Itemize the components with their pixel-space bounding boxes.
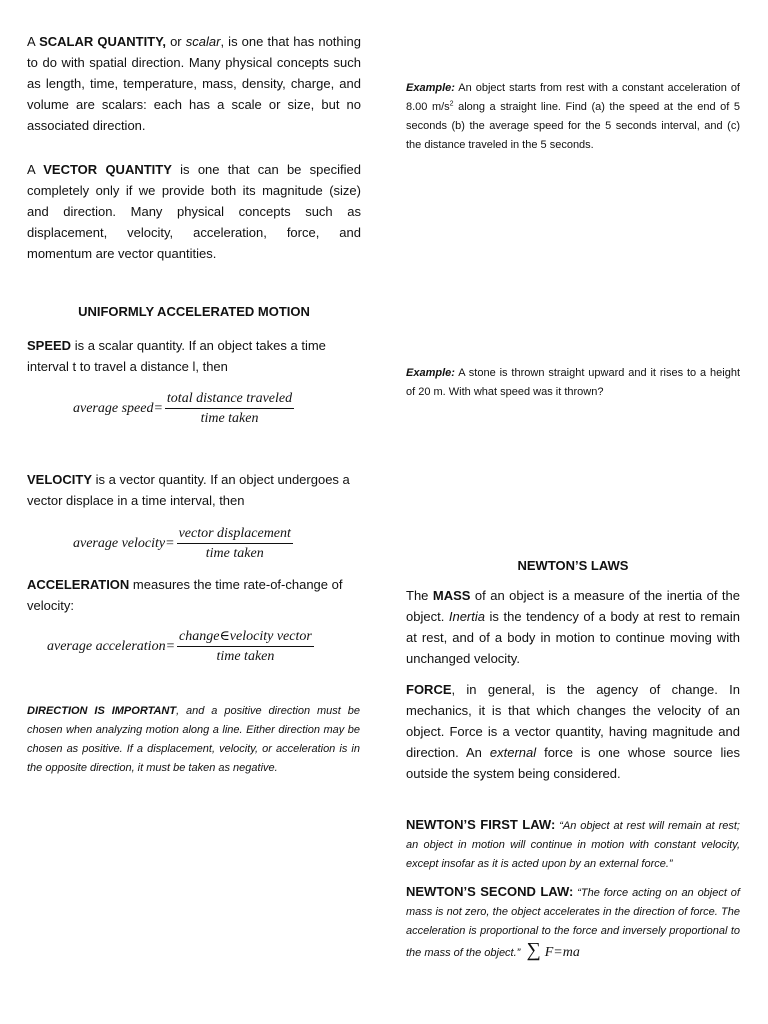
- force-alt: external: [489, 745, 537, 760]
- vector-rest: is one that can be specified completely only if we provide both its magnitude (size) and direction. Many physical concepts such as displacement, velocity, acceleration, force, and momentum are vector quantities.: [27, 162, 361, 261]
- uam-heading: UNIFORMLY ACCELERATED MOTION: [78, 304, 310, 319]
- example-1: [406, 79, 740, 155]
- acceleration-rest: measures the time rate-of-change of velocity:: [27, 577, 343, 613]
- acceleration-formula-numerator: change∈velocity vector: [177, 628, 314, 647]
- mass-alt: Inertia: [448, 609, 485, 624]
- example-1-text-b: along a straight line. Find (a) the speed at the end of 5 seconds (b) the average speed for the 5 seconds interval, and (c) the distance traveled in the 5 seconds.: [406, 101, 741, 151]
- second-law-term: NEWTON’S SECOND LAW:: [406, 884, 574, 899]
- speed-rest: is a scalar quantity. If an object takes a time interval t to travel a distance l, then: [27, 338, 326, 374]
- mass-lead: The: [406, 588, 433, 603]
- force-mid: , in general, is the agency of change. In mechanics, it is that which changes the velocity of an object. Force is a vector quantity, having magnitude and direction. An: [406, 682, 740, 760]
- speed-formula-numerator: total distance traveled: [165, 390, 294, 409]
- force-rest: force is one whose source lies outside the system being considered.: [406, 745, 740, 781]
- velocity-formula-fraction: [177, 525, 293, 562]
- second-law-quote: “The force acting on an object of mass is not zero, the object accelerates in the direction of force. The acceleration is proportional to the force and inversely proportional to the mass of the object.”: [406, 887, 740, 959]
- acceleration-formula: [47, 628, 314, 665]
- newtons-first-law: [406, 815, 740, 874]
- example-2-text: A stone is thrown straight upward and it rises to a height of 20 m. With what speed was it thrown?: [406, 367, 740, 398]
- acceleration-formula-fraction: [177, 628, 314, 665]
- speed-formula-denominator: time taken: [200, 411, 259, 426]
- example-1-label: Example:: [406, 82, 455, 94]
- example-1-superscript: 2: [449, 100, 454, 108]
- velocity-formula: [73, 525, 293, 562]
- speed-formula: [73, 390, 294, 427]
- speed-formula-lhs: average speed=: [73, 400, 163, 416]
- force-definition: [406, 679, 740, 784]
- velocity-definition: [27, 469, 361, 511]
- example-1-text-a: An object starts from rest with a constant acceleration of 8.00 m/s: [406, 82, 740, 113]
- velocity-formula-denominator: time taken: [205, 546, 264, 561]
- velocity-rest: is a vector quantity. If an object undergoes a vector displace in a time interval, then: [27, 472, 350, 508]
- acceleration-term: ACCELERATION: [27, 577, 130, 592]
- vector-lead: A: [27, 162, 44, 177]
- first-law-quote: “An object at rest will remain at rest; an object in motion will continue in motion with constant velocity, except insofar as it is acted upon by an external force.”: [406, 820, 740, 870]
- acceleration-formula-denominator: time taken: [216, 649, 275, 664]
- acceleration-definition: [27, 574, 361, 616]
- mass-mid: of an object is a measure of the inertia of the object.: [406, 588, 740, 624]
- vector-term: VECTOR QUANTITY: [43, 162, 172, 177]
- scalar-mid: or: [165, 34, 186, 49]
- velocity-term: VELOCITY: [27, 472, 93, 487]
- example-2-label: Example:: [406, 367, 455, 379]
- scalar-rest: , is one that has nothing to do with spatial direction. Many physical concepts such as length, time, temperature, mass, density, charge, and volume are scalars: each has a scale or size, but no associated direction.: [27, 34, 361, 133]
- direction-term: DIRECTION IS IMPORTANT: [27, 705, 177, 717]
- velocity-formula-numerator: vector displacement: [177, 525, 293, 544]
- mass-definition: [406, 585, 740, 669]
- direction-note: [27, 702, 360, 778]
- scalar-alt: scalar: [185, 34, 221, 49]
- velocity-formula-lhs: average velocity=: [73, 535, 175, 551]
- sigma-symbol: ∑: [526, 939, 541, 961]
- direction-rest: , and a positive direction must be chosen when analyzing motion along a line. Either direction may be chosen as positive. If a displacement, velocity, or acceleration is in the opposite direction, it must be taken as negative.: [27, 705, 360, 774]
- vector-definition: [27, 159, 361, 264]
- second-law-equation: [526, 939, 580, 961]
- newtons-second-law: [406, 882, 740, 963]
- speed-term: SPEED: [27, 338, 72, 353]
- mass-rest: is the tendency of a body at rest to remain at rest, and of a body in motion to continue moving with unchanged velocity.: [406, 609, 740, 666]
- mass-term: MASS: [432, 588, 471, 603]
- speed-definition: [27, 335, 361, 377]
- newtons-laws-heading: NEWTON’S LAWS: [517, 558, 629, 573]
- scalar-definition: [27, 31, 361, 136]
- scalar-lead: A: [27, 34, 40, 49]
- speed-formula-fraction: [165, 390, 294, 427]
- second-law-eq: F=ma: [544, 945, 580, 960]
- acceleration-formula-lhs: average acceleration=: [47, 638, 176, 654]
- scalar-term: SCALAR QUANTITY,: [39, 34, 166, 49]
- example-2: [406, 364, 740, 402]
- force-term: FORCE: [406, 682, 452, 697]
- first-law-term: NEWTON’S FIRST LAW:: [406, 817, 556, 832]
